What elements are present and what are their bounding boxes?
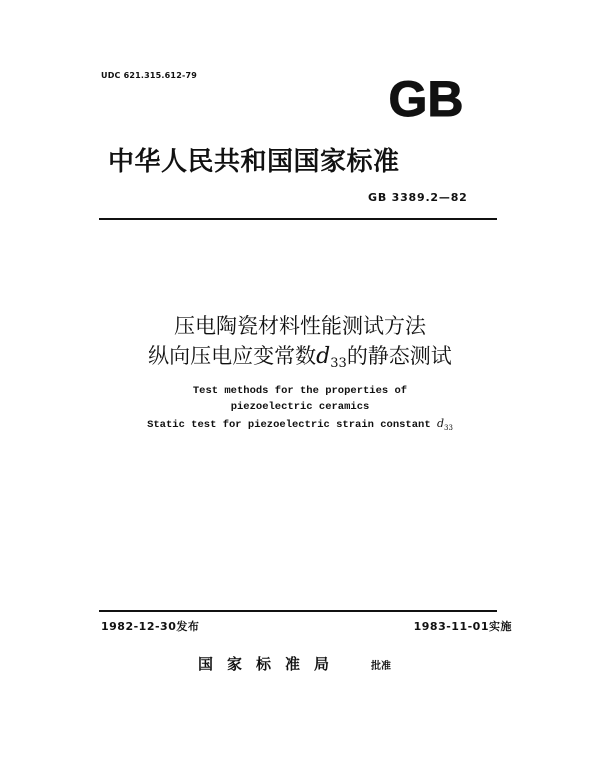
english-title-line-1: Test methods for the properties of [192,385,408,397]
issue-date: 1982-12-30发布 [101,620,200,633]
issuing-authority: 国家标准局 [198,655,344,673]
standard-number: GB 3389.2—82 [368,191,468,204]
english-title-prefix: Static test for piezoelectric strain constant [147,419,431,431]
organization-title: 中华人民共和国国家标准 [108,147,400,177]
gb-logo [378,74,474,128]
chinese-title-line-1: 压电陶瓷材料性能测试方法 [174,314,426,338]
chinese-title-suffix: 的静态测试 [346,344,452,368]
chinese-title-prefix: 纵向压电应变常数 [148,344,317,368]
english-title-line-2: piezoelectric ceramics [230,401,370,413]
gb-logo-text: GB [388,74,464,124]
udc-code: UDC 621.315.612-79 [101,71,198,80]
strain-constant-symbol: $d_{33}$ [316,344,347,371]
english-title-line-3 [0,417,600,432]
divider-bottom [99,610,497,612]
divider-top [99,218,497,220]
chinese-title-line-2 [0,340,600,371]
english-strain-symbol: $d_{33}$ [436,417,453,432]
approval-label: 批准 [371,661,391,672]
effective-date: 1983-11-01实施 [413,620,512,633]
